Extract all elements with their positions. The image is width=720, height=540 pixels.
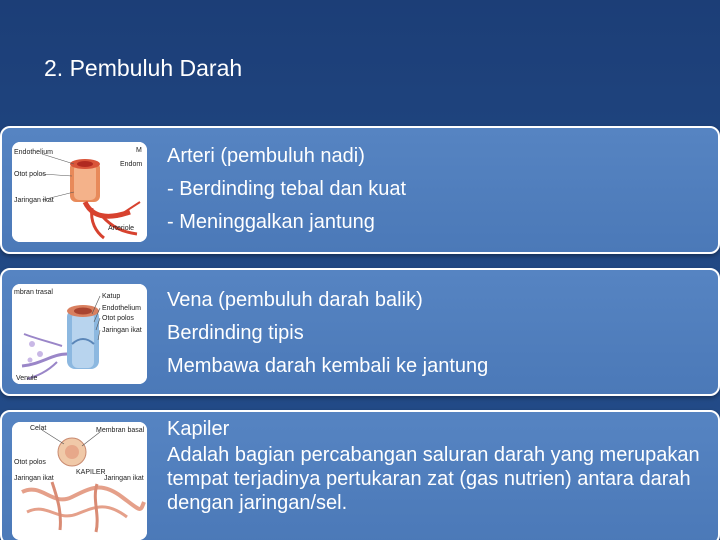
- card-arteri: [0, 126, 720, 254]
- label-celat: Celat: [30, 425, 47, 432]
- card-arteri-text: [167, 140, 708, 239]
- capillary-diagram-icon: [12, 422, 147, 540]
- card-kapiler-text: [167, 416, 708, 515]
- vena-line-2: Membawa darah kembali ke jantung: [167, 355, 489, 377]
- heading-vena-desc: (pembuluh darah balik): [212, 289, 423, 311]
- card-heading-line: [167, 140, 708, 173]
- heading-kapiler: Kapiler: [167, 418, 230, 440]
- card-vena-text: [167, 284, 708, 383]
- artery-diagram-icon: [12, 142, 147, 242]
- label-endom: Endom: [120, 161, 143, 168]
- label-jaringan-ikat-kapiler: Jaringan ikat: [14, 475, 54, 482]
- card-heading-line: [167, 284, 708, 317]
- label-otot-polos: Otot polos: [14, 171, 46, 178]
- label-membran-basal: Membran basal: [96, 427, 145, 434]
- label-kapiler: KAPILER: [76, 469, 106, 476]
- label-endothelium: Endothelium: [14, 149, 53, 156]
- kapiler-description: Adalah bagian percabangan saluran darah yang merupakan tempat terjadinya pertukaran zat (gas nutrien) antara darah dengan jaringan/sel.: [167, 444, 700, 514]
- heading-arteri: Arteri: [167, 145, 215, 167]
- vein-diagram-icon: [12, 284, 147, 384]
- slide-title: 2. Pembuluh Darah: [44, 55, 243, 81]
- card-kapiler: [0, 410, 720, 540]
- label-katup: Katup: [102, 293, 121, 300]
- label-jaringan-ikat-kapiler-2: Jaringan ikat: [104, 475, 144, 482]
- label-otot-polos-vena: Otot polos: [102, 315, 134, 322]
- label-arteriole: Arteriole: [108, 225, 135, 232]
- label-otot-polos-kapiler: Otot polos: [14, 459, 46, 466]
- label-jaringan-ikat-vena: Jaringan ikat: [102, 327, 142, 334]
- heading-arteri-desc: (pembuluh nadi): [214, 145, 365, 167]
- label-m: M: [136, 147, 142, 154]
- card-heading-line: [167, 416, 708, 443]
- vena-line-1: Berdinding tipis: [167, 322, 304, 344]
- arteri-line-2: - Meninggalkan jantung: [167, 211, 375, 233]
- label-jaringan-ikat: Jaringan ikat: [14, 197, 54, 204]
- label-endothelium-vena: Endothelium: [102, 305, 141, 312]
- heading-vena: Vena: [167, 289, 213, 311]
- label-membran-trasal: mbran trasal: [14, 289, 53, 296]
- card-vena: [0, 268, 720, 396]
- arteri-line-1: - Berdinding tebal dan kuat: [167, 178, 407, 200]
- label-venule: Venule: [16, 375, 38, 382]
